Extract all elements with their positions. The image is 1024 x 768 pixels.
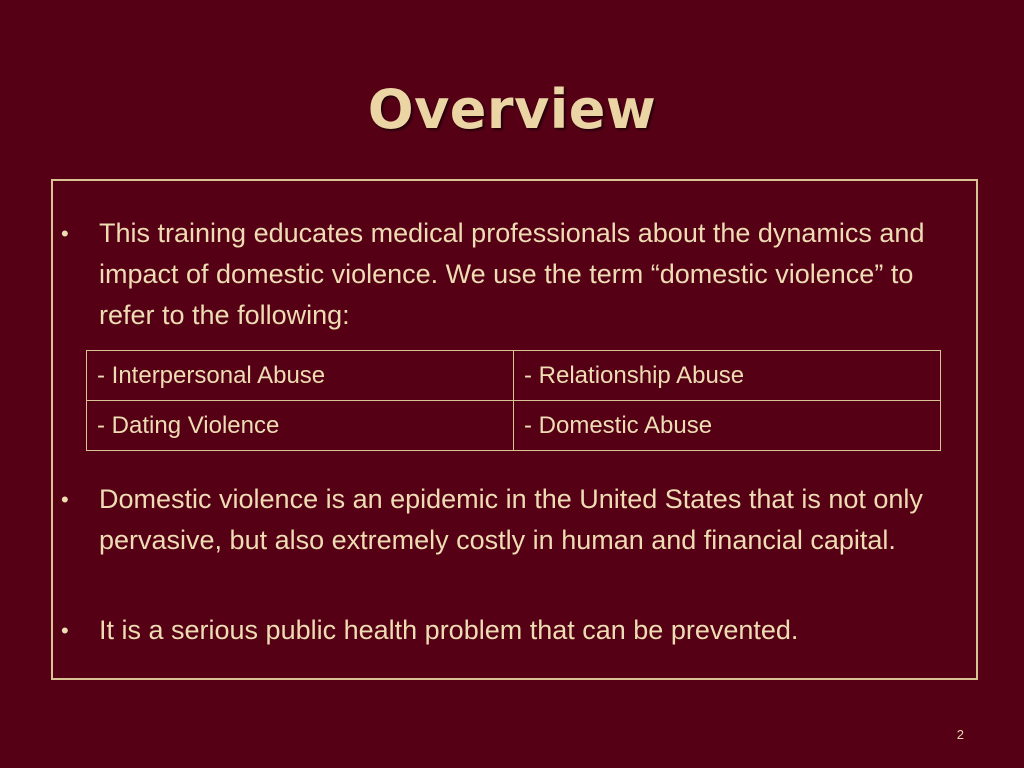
table-row <box>87 401 941 451</box>
slide-title: Overview <box>367 78 657 141</box>
bullet-item <box>61 479 951 561</box>
bullet-text: Domestic violence is an epidemic in the United States that is not only pervasive, but also extremely costly in human and financial capital. <box>99 484 923 555</box>
bullet-item <box>61 213 951 336</box>
bullet-item <box>61 610 951 651</box>
content-box <box>51 179 978 680</box>
bullet-icon: • <box>61 618 69 643</box>
page-number: 2 <box>956 727 964 742</box>
bullet-icon: • <box>61 487 69 512</box>
terms-table <box>86 350 941 451</box>
table-cell: - Dating Violence <box>87 401 514 451</box>
table-row <box>87 351 941 401</box>
bullet-text: This training educates medical professionals about the dynamics and impact of domestic violence. We use the term “domestic violence” to refer to the following: <box>99 218 925 330</box>
bullet-text: It is a serious public health problem that can be prevented. <box>99 615 799 645</box>
table-cell: - Domestic Abuse <box>514 401 941 451</box>
table-cell: - Relationship Abuse <box>514 351 941 401</box>
bullet-icon: • <box>61 221 69 246</box>
table-cell: - Interpersonal Abuse <box>87 351 514 401</box>
